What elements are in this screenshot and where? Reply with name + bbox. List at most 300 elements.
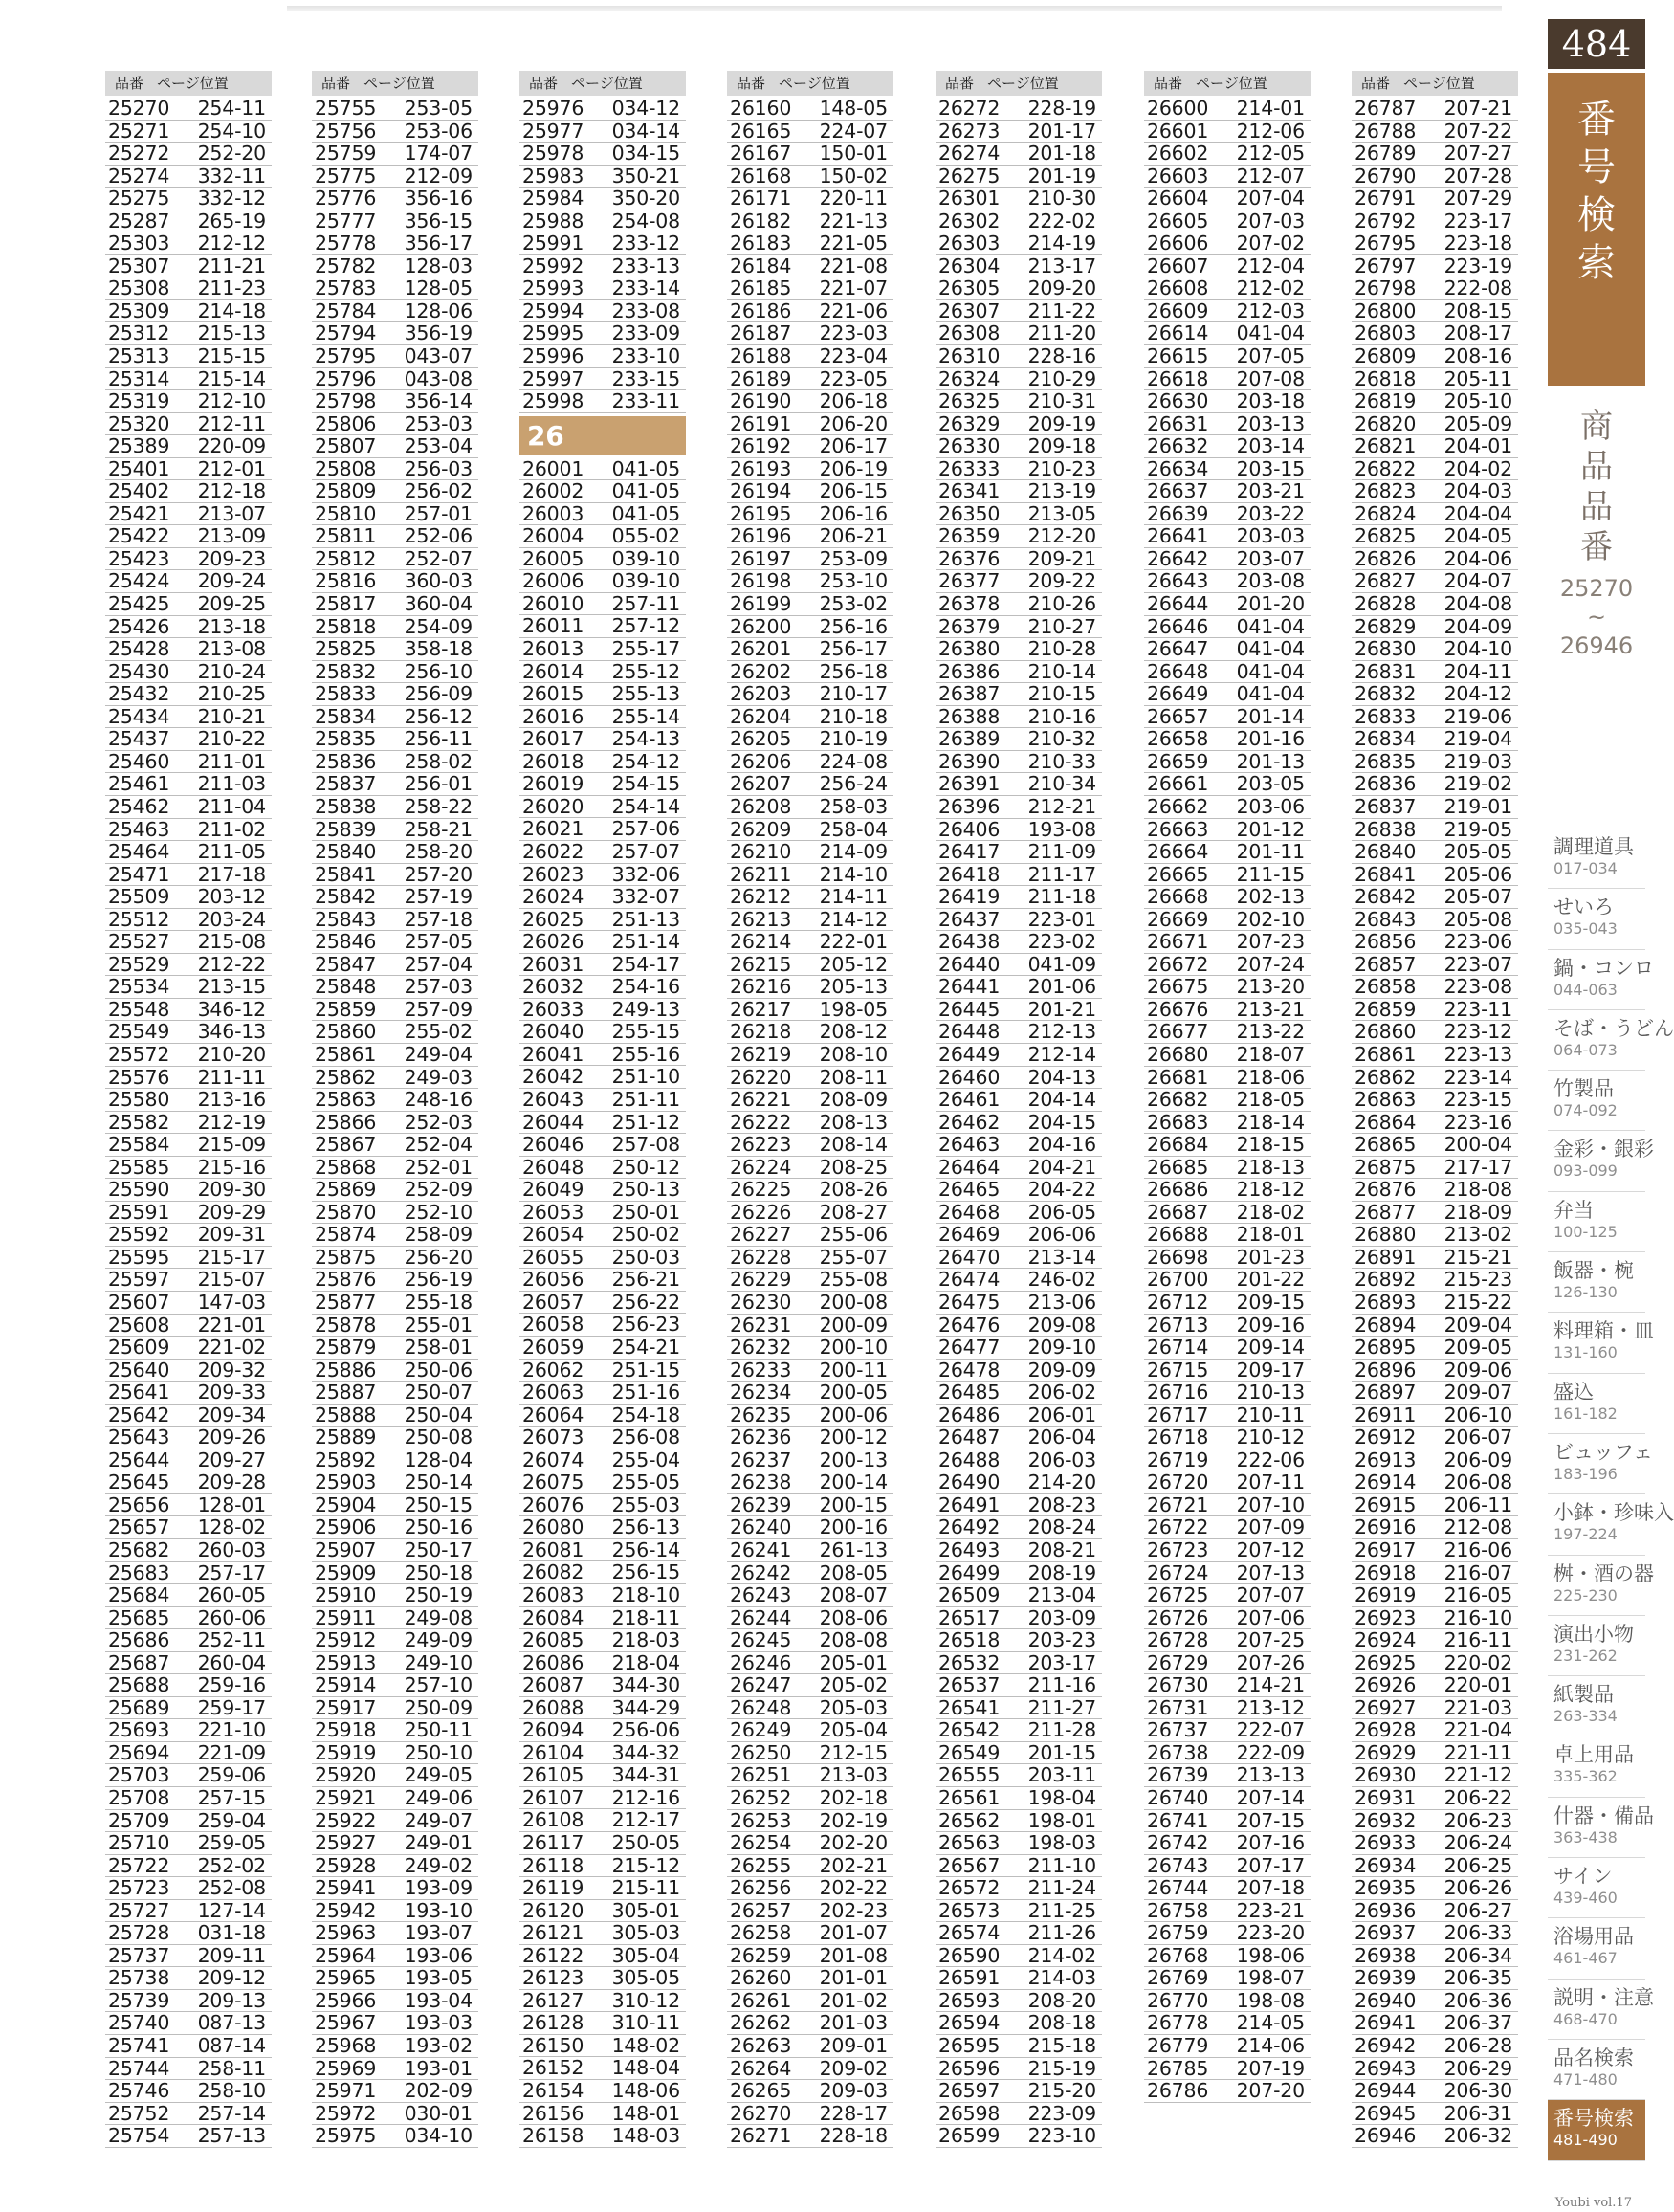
index-row[interactable] [105,2012,272,2035]
index-row[interactable] [519,999,686,1022]
index-row[interactable] [1144,1990,1311,2013]
index-row[interactable] [1352,909,1518,932]
index-row[interactable] [519,1742,686,1765]
index-row[interactable] [936,593,1102,616]
index-row[interactable] [312,390,478,413]
index-row[interactable] [727,864,893,887]
index-row[interactable] [1144,188,1311,210]
index-row[interactable] [936,413,1102,436]
index-row[interactable] [1144,1315,1311,1338]
index-row[interactable] [936,1584,1102,1607]
index-row[interactable] [312,1922,478,1945]
index-row[interactable] [727,1360,893,1382]
index-row[interactable] [936,1202,1102,1225]
index-row[interactable] [312,1719,478,1742]
index-row[interactable] [312,1629,478,1652]
index-row[interactable] [312,1584,478,1607]
index-row[interactable] [312,1697,478,1720]
index-row[interactable] [105,188,272,210]
nav-item[interactable] [1548,1676,1645,1736]
index-row[interactable] [1144,1449,1311,1472]
index-row[interactable] [1144,1674,1311,1697]
index-row[interactable] [519,1539,686,1562]
index-row[interactable] [1144,1337,1311,1360]
index-row[interactable] [1352,1922,1518,1945]
index-row[interactable] [727,98,893,121]
index-row[interactable] [936,1382,1102,1405]
index-row[interactable] [936,616,1102,639]
index-row[interactable] [105,1967,272,1990]
index-row[interactable] [1352,1179,1518,1202]
index-row[interactable] [519,1157,686,1180]
index-row[interactable] [105,751,272,774]
index-row[interactable] [519,1832,686,1855]
index-row[interactable] [519,1652,686,1675]
index-row[interactable] [936,954,1102,977]
index-row[interactable] [105,796,272,819]
index-row[interactable] [1144,525,1311,548]
nav-item[interactable] [1548,2100,1645,2160]
index-row[interactable] [727,300,893,323]
index-row[interactable] [727,999,893,1022]
nav-item[interactable] [1548,1736,1645,1797]
index-row[interactable] [312,1787,478,1810]
index-row[interactable] [727,390,893,413]
nav-item[interactable] [1548,1980,1654,2040]
index-row[interactable] [1352,751,1518,774]
index-row[interactable] [1352,886,1518,909]
index-row[interactable] [1352,954,1518,977]
index-row[interactable] [105,458,272,481]
index-row[interactable] [1144,277,1311,300]
index-row[interactable] [1352,188,1518,210]
index-row[interactable] [1144,98,1311,121]
index-row[interactable] [1144,1044,1311,1067]
index-row[interactable] [727,480,893,503]
index-row[interactable] [105,368,272,391]
index-row[interactable] [1144,796,1311,819]
index-row[interactable] [105,1652,272,1675]
index-row[interactable] [936,1427,1102,1449]
index-row[interactable] [519,728,686,751]
nav-item[interactable] [1548,1556,1654,1616]
index-row[interactable] [519,1337,686,1360]
index-row[interactable] [519,818,686,841]
index-row[interactable] [1144,1471,1311,1494]
index-row[interactable] [105,390,272,413]
index-row[interactable] [519,345,686,368]
index-row[interactable] [727,1900,893,1923]
index-row[interactable] [1352,1697,1518,1720]
index-row[interactable] [312,255,478,278]
index-row[interactable] [936,1337,1102,1360]
index-row[interactable] [105,1044,272,1067]
index-row[interactable] [519,1134,686,1157]
index-row[interactable] [519,525,686,548]
index-row[interactable] [1144,1652,1311,1675]
index-row[interactable] [105,1539,272,1562]
index-row[interactable] [105,1719,272,1742]
index-row[interactable] [105,435,272,458]
index-row[interactable] [1352,413,1518,436]
nav-item[interactable] [1548,1374,1645,1434]
index-row[interactable] [1144,1697,1311,1720]
index-row[interactable] [727,2080,893,2103]
index-row[interactable] [519,976,686,999]
index-row[interactable] [727,322,893,345]
index-row[interactable] [936,1562,1102,1585]
index-row[interactable] [105,143,272,166]
index-row[interactable] [105,166,272,188]
index-row[interactable] [727,345,893,368]
index-row[interactable] [1352,1157,1518,1180]
index-row[interactable] [519,277,686,300]
index-row[interactable] [105,1157,272,1180]
index-row[interactable] [727,1067,893,1090]
index-row[interactable] [105,1494,272,1517]
index-row[interactable] [105,1629,272,1652]
index-row[interactable] [1352,864,1518,887]
index-row[interactable] [727,188,893,210]
index-row[interactable] [727,2125,893,2148]
index-row[interactable] [519,1629,686,1652]
index-row[interactable] [727,593,893,616]
index-row[interactable] [1352,1990,1518,2013]
index-row[interactable] [312,864,478,887]
index-row[interactable] [1144,1562,1311,1585]
index-row[interactable] [519,1314,686,1337]
index-row[interactable] [519,1584,686,1607]
index-row[interactable] [727,1674,893,1697]
index-row[interactable] [105,2080,272,2103]
index-row[interactable] [727,1719,893,1742]
index-row[interactable] [936,121,1102,144]
index-row[interactable] [727,1315,893,1338]
index-row[interactable] [105,300,272,323]
index-row[interactable] [727,1810,893,1833]
index-row[interactable] [105,909,272,932]
index-row[interactable] [936,931,1102,954]
index-row[interactable] [105,1247,272,1270]
index-row[interactable] [1352,458,1518,481]
index-row[interactable] [1144,886,1311,909]
index-row[interactable] [312,435,478,458]
index-row[interactable] [105,1584,272,1607]
index-row[interactable] [519,1269,686,1292]
index-row[interactable] [1352,683,1518,706]
index-row[interactable] [1352,616,1518,639]
index-row[interactable] [312,1405,478,1427]
index-row[interactable] [1144,1112,1311,1135]
index-row[interactable] [105,1292,272,1315]
index-row[interactable] [105,98,272,121]
index-row[interactable] [1144,1832,1311,1855]
index-row[interactable] [105,277,272,300]
index-row[interactable] [312,1449,478,1472]
index-row[interactable] [105,593,272,616]
index-row[interactable] [727,1584,893,1607]
index-row[interactable] [727,2035,893,2058]
index-row[interactable] [312,1494,478,1517]
index-row[interactable] [105,1405,272,1427]
nav-item[interactable] [1548,1494,1674,1555]
index-row[interactable] [936,1787,1102,1810]
index-row[interactable] [936,1922,1102,1945]
index-row[interactable] [519,796,686,819]
index-row[interactable] [936,1360,1102,1382]
index-row[interactable] [727,548,893,571]
index-row[interactable] [312,277,478,300]
index-row[interactable] [936,1719,1102,1742]
index-row[interactable] [1144,1202,1311,1225]
index-row[interactable] [312,773,478,796]
nav-item[interactable] [1548,1918,1645,1979]
index-row[interactable] [1144,616,1311,639]
index-row[interactable] [727,1405,893,1427]
index-row[interactable] [312,661,478,684]
index-row[interactable] [105,1224,272,1247]
index-row[interactable] [727,886,893,909]
index-row[interactable] [312,1067,478,1090]
index-row[interactable] [312,751,478,774]
index-row[interactable] [1144,773,1311,796]
index-row[interactable] [312,458,478,481]
index-row[interactable] [727,773,893,796]
index-row[interactable] [936,1697,1102,1720]
index-row[interactable] [105,121,272,144]
index-row[interactable] [936,277,1102,300]
index-row[interactable] [312,2125,478,2148]
index-row[interactable] [519,1224,686,1247]
index-row[interactable] [312,593,478,616]
index-row[interactable] [312,2058,478,2081]
index-row[interactable] [1352,1787,1518,1810]
index-row[interactable] [105,1269,272,1292]
index-row[interactable] [519,1809,686,1832]
index-row[interactable] [727,1990,893,2013]
index-row[interactable] [1144,2080,1311,2103]
index-row[interactable] [312,1674,478,1697]
index-row[interactable] [519,638,686,661]
index-row[interactable] [312,1112,478,1135]
index-row[interactable] [519,751,686,774]
index-row[interactable] [519,1990,686,2013]
index-row[interactable] [1144,1607,1311,1630]
index-row[interactable] [519,232,686,255]
index-row[interactable] [936,188,1102,210]
index-row[interactable] [1352,548,1518,571]
index-row[interactable] [105,1427,272,1449]
index-row[interactable] [105,1021,272,1044]
index-row[interactable] [727,1337,893,1360]
index-row[interactable] [727,1697,893,1720]
index-row[interactable] [727,819,893,842]
index-row[interactable] [519,1697,686,1720]
index-row[interactable] [105,2125,272,2148]
index-row[interactable] [1352,2125,1518,2148]
index-row[interactable] [1144,300,1311,323]
index-row[interactable] [936,1516,1102,1539]
index-row[interactable] [519,886,686,909]
index-row[interactable] [105,1787,272,1810]
index-row[interactable] [936,819,1102,842]
index-row[interactable] [312,796,478,819]
index-row[interactable] [312,143,478,166]
index-row[interactable] [312,1900,478,1923]
index-row[interactable] [1144,121,1311,144]
index-row[interactable] [727,143,893,166]
index-row[interactable] [1352,976,1518,999]
index-row[interactable] [727,616,893,639]
index-row[interactable] [727,1382,893,1405]
index-row[interactable] [1144,570,1311,593]
index-row[interactable] [105,1089,272,1112]
index-row[interactable] [1144,841,1311,864]
index-row[interactable] [312,1157,478,1180]
nav-item[interactable] [1548,829,1645,889]
index-row[interactable] [727,1855,893,1878]
index-row[interactable] [1144,1179,1311,1202]
index-row[interactable] [936,796,1102,819]
index-row[interactable] [519,1179,686,1202]
index-row[interactable] [1144,706,1311,729]
index-row[interactable] [105,638,272,661]
nav-item[interactable] [1548,1616,1645,1676]
index-row[interactable] [727,1292,893,1315]
index-row[interactable] [519,1922,686,1945]
index-row[interactable] [727,1562,893,1585]
index-row[interactable] [1352,1067,1518,1090]
index-row[interactable] [105,413,272,436]
index-row[interactable] [1352,1112,1518,1135]
index-row[interactable] [1352,143,1518,166]
index-row[interactable] [727,121,893,144]
index-row[interactable] [105,1900,272,1923]
index-row[interactable] [519,2080,686,2103]
index-row[interactable] [105,1471,272,1494]
index-row[interactable] [105,1562,272,1585]
index-row[interactable] [105,210,272,233]
index-row[interactable] [1352,661,1518,684]
index-row[interactable] [519,1382,686,1405]
index-row[interactable] [727,1427,893,1449]
index-row[interactable] [727,1449,893,1472]
index-row[interactable] [312,368,478,391]
index-row[interactable] [1144,1157,1311,1180]
index-row[interactable] [519,683,686,706]
index-row[interactable] [312,1990,478,2013]
index-row[interactable] [105,322,272,345]
index-row[interactable] [727,706,893,729]
index-row[interactable] [105,1382,272,1405]
index-row[interactable] [519,706,686,729]
index-row[interactable] [312,1810,478,1833]
index-row[interactable] [936,683,1102,706]
index-row[interactable] [1352,2012,1518,2035]
index-row[interactable] [727,1471,893,1494]
index-row[interactable] [105,1832,272,1855]
index-row[interactable] [1144,728,1311,751]
index-row[interactable] [1352,1471,1518,1494]
index-row[interactable] [312,1742,478,1765]
index-row[interactable] [312,1360,478,1382]
index-row[interactable] [727,1742,893,1765]
index-row[interactable] [727,1179,893,1202]
index-row[interactable] [519,1471,686,1494]
index-row[interactable] [312,210,478,233]
index-row[interactable] [105,1067,272,1090]
index-row[interactable] [519,593,686,616]
index-row[interactable] [312,1877,478,1900]
index-row[interactable] [1352,638,1518,661]
index-row[interactable] [519,931,686,954]
index-row[interactable] [936,1247,1102,1270]
index-row[interactable] [1144,976,1311,999]
index-row[interactable] [1352,1967,1518,1990]
index-row[interactable] [105,1516,272,1539]
index-row[interactable] [312,954,478,977]
index-row[interactable] [1144,751,1311,774]
index-row[interactable] [1352,1269,1518,1292]
index-row[interactable] [105,548,272,571]
index-row[interactable] [312,548,478,571]
index-row[interactable] [727,1494,893,1517]
index-row[interactable] [519,1787,686,1810]
index-row[interactable] [312,1315,478,1338]
index-row[interactable] [1144,931,1311,954]
index-row[interactable] [1144,322,1311,345]
index-row[interactable] [1352,1315,1518,1338]
index-row[interactable] [936,1471,1102,1494]
index-row[interactable] [936,773,1102,796]
index-row[interactable] [312,1021,478,1044]
index-row[interactable] [1144,255,1311,278]
index-row[interactable] [312,1427,478,1449]
index-row[interactable] [727,1247,893,1270]
index-row[interactable] [936,706,1102,729]
index-row[interactable] [727,841,893,864]
index-row[interactable] [1352,1900,1518,1923]
nav-item[interactable] [1548,950,1654,1010]
index-row[interactable] [105,1674,272,1697]
index-row[interactable] [727,1157,893,1180]
index-row[interactable] [519,300,686,323]
index-row[interactable] [312,480,478,503]
index-row[interactable] [727,1787,893,1810]
index-row[interactable] [727,525,893,548]
index-row[interactable] [312,1607,478,1630]
index-row[interactable] [1144,1427,1311,1449]
index-row[interactable] [936,1900,1102,1923]
index-row[interactable] [727,1922,893,1945]
index-row[interactable] [519,864,686,887]
index-row[interactable] [1352,1607,1518,1630]
index-row[interactable] [105,1337,272,1360]
index-row[interactable] [1144,1382,1311,1405]
index-row[interactable] [1144,638,1311,661]
index-row[interactable] [312,1764,478,1787]
index-row[interactable] [1144,1855,1311,1878]
index-row[interactable] [727,796,893,819]
index-row[interactable] [936,2125,1102,2148]
index-row[interactable] [312,683,478,706]
index-row[interactable] [1352,2035,1518,2058]
index-row[interactable] [519,188,686,210]
index-row[interactable] [519,1427,686,1449]
index-row[interactable] [1144,368,1311,391]
index-row[interactable] [727,1967,893,1990]
index-row[interactable] [1352,1292,1518,1315]
